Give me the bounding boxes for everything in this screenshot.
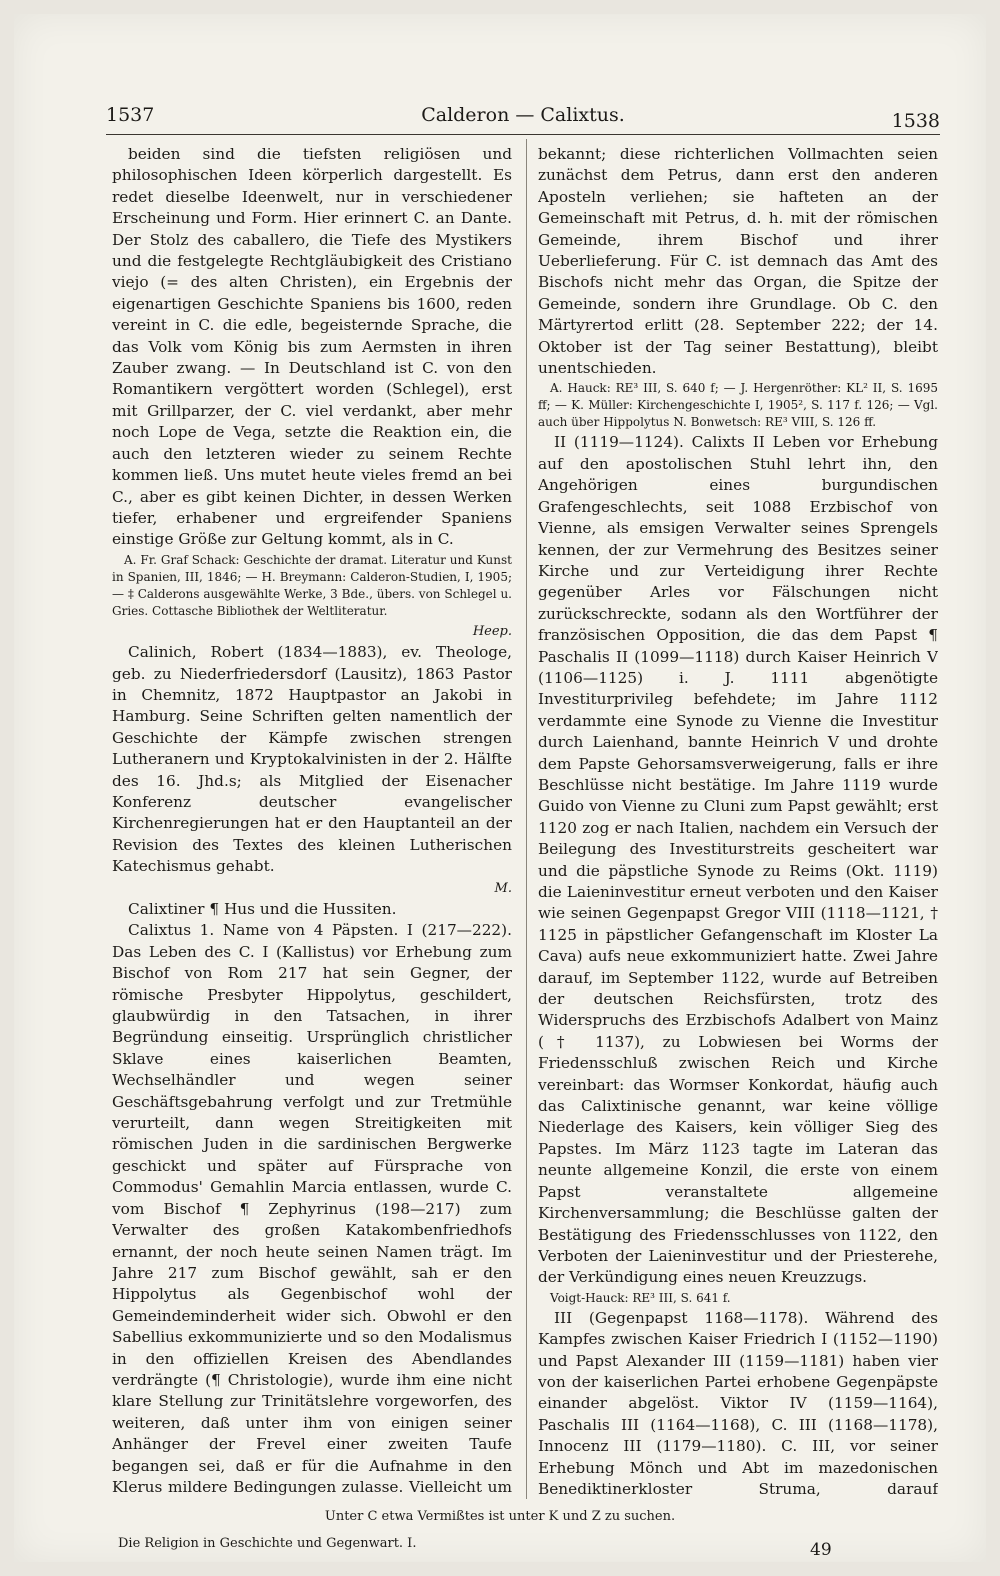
entry-calinich: Calinich, Robert (1834—1883), ev. Theologe, geb. zu Niederfriedersdorf (Lausitz), 1863 Pastor in Chemnitz, 1872 Hauptpastor an Jakobi in Hamburg. Seine Schriften gelten namentlich der Geschichte der Kämpfe zwischen strengen Lutheranern und Kryptokalvinisten in der 2. Hälfte des 16. Jhd.s; als Mitglied der Eisenacher Konferenz deutscher evangelischer Kirchenregierungen hat er den Hauptanteil an der Revision des Textes des kleinen Lutherischen Katechismus gehabt. [112, 643, 512, 876]
author-signature: Heep. [472, 623, 512, 639]
header-rule [106, 134, 940, 135]
column-divider [526, 139, 527, 1499]
bibliography: Voigt-Hauck: RE³ III, S. 641 f. [550, 1290, 731, 1305]
footer-source: Die Religion in Geschichte und Gegenwart. I. [118, 1536, 417, 1551]
running-title: Calderon — Calixtus. [421, 104, 625, 126]
running-header [106, 100, 940, 134]
page-sheet [14, 14, 986, 1562]
entry-calixtiner: Calixtiner ¶ Hus und die Hussiten. [128, 900, 397, 918]
author-signature-line [112, 621, 512, 642]
paragraph: bekannt; diese richterlichen Vollmachten seien zunächst dem Petrus, dann erst den anderen Aposteln verliehen; sie hafteten an der Gemeinschaft mit Petrus, d. h. mit der römischen Gemeinde, ihrem Bischof und ihrer Ueberlieferung. Für C. ist demnach das Amt des Bischofs nicht mehr das Organ, die Spitze der Gemeinde, sondern ihre Grundlage. Ob C. den Märtyrertod erlitt (28. September 222; der 14. Oktober ist der Tag seiner Bestattung), bleibt unentschieden. [538, 145, 938, 378]
sheet-number: 49 [810, 1540, 832, 1560]
left-column [112, 144, 512, 1498]
entry-calixtus-ii: II (1119—1124). Calixts II Leben vor Erhebung auf den apostolischen Stuhl lehrt ihn, den Angehörigen eines burgundischen Grafengeschlechts, seit 1088 Erzbischof von Vienne, als emsigen Verwalter seines Sprengels kennen, der zur Vermehrung des Besitzes seiner Kirche und zur Verteidigung ihrer Rechte gegenüber Arles vor Fälschungen nicht zurückschreckte, sodann als den Wortführer der französischen Opposition, die das dem Papst ¶ Paschalis II (1099—1118) durch Kaiser Heinrich V (1106—1125) i. J. 1111 abgenötigte Investiturprivileg befehdete; im Jahre 1112 verdammte eine Synode zu Vienne die Investitur durch Laienhand, bannte Heinrich V und drohte dem Papste Gehorsamsverweigerung, falls er ihre Beschlüsse nicht bestätige. Im Jahre 1119 wurde Guido von Vienne zu Cluni zum Papst gewählt; erst 1120 zog er nach Italien, nachdem ein Versuch der Beilegung des Investiturstreits gescheitert war und die päpstliche Synode zu Reims (Okt. 1119) die Laieninvestitur erneut verboten und den Kaiser wie seinen Gegenpapst Gregor VIII (1118—1121, † 1125 in päpstlicher Gefangenschaft im Kloster La Cava) aufs neue exkommuniziert hatte. Zwei Jahre darauf, im September 1122, wurde auf Betreiben der deutschen Reichsfürsten, trotz des Widerspruchs des Erzbischofs Adalbert von Mainz († 1137), zu Lobwiesen bei Worms der Friedensschluß zwischen Reich und Kirche vereinbart: das Wormser Konkordat, häufig auch das Calixtinische genannt, war keine völlige Niederlage des Kaisers, kein völliger Sieg des Papstes. Im März 1123 tagte im Lateran das neunte allgemeine Konzil, die erste von einem Papst veranstaltete allgemeine Kirchenversammlung; die Beschlüsse galten der Bestätigung des Friedensschlusses von 1122, den Verboten der Laieninvestitur und der Priesterehe, der Verkündigung eines neuen Kreuzzugs. [538, 433, 938, 1287]
author-signature: M. [494, 880, 512, 896]
right-column [538, 144, 938, 1498]
entry-calixtus-iii: III (Gegenpapst 1168—1178). Während des Kampfes zwischen Kaiser Friedrich I (1152—1190) und Papst Alexander III (1159—1181) haben vier von der kaiserlichen Partei erhobene Gegenpäpste einander abgelöst. Viktor IV (1159—1164), Paschalis III (1164—1168), C. III (1168—1178), Innocenz III (1179—1180). C. III, vor seiner Erhebung Mönch und Abt im mazedonischen Benediktinerkloster Struma, darauf [538, 1308, 938, 1498]
entry-calixtus: Calixtus 1. Name von 4 Päpsten. I (217—222). Das Leben des C. I (Kallistus) vor Erhebung zum Bischof von Rom 217 hat sein Gegner, der römische Presbyter Hippolytus, geschildert, glaubwürdig in den Tatsachen, in ihrer Begründung einseitig. Ursprünglich christlicher Sklave eines kaiserlichen Beamten, Wechselhändler und wegen seiner Geschäftsgebahrung verfolgt und zur Tretmühle verurteilt, dann wegen Streitigkeiten mit römischen Juden in die sardinischen Bergwerke geschickt und später auf Fürsprache von Commodus' Gemahlin Marcia entlassen, wurde C. vom Bischof ¶ Zephyrinus (198—217) zum Verwalter des großen Katakombenfriedhofs ernannt, der noch heute seinen Namen trägt. Im Jahre 217 zum Bischof gewählt, sah er den Hippolytus als Gegenbischof wohl der Gemeindeminderheit wider sich. Obwohl er den Sabellius exkommunizierte und so den Modalismus in den offiziellen Kreisen des Abendlandes verdrängte (¶ Christologie), wurde ihm eine nicht klare Stellung zur Trinitätslehre vorgeworfen, des weiteren, daß unter ihm von einigen seiner Anhänger der Frevel einer zweiten Taufe begangen sei, daß er für die Aufnahme in den Klerus mildere Bedingungen zulasse. Vielleicht um [112, 921, 512, 1496]
bibliography: A. Fr. Graf Schack: Geschichte der dramat. Literatur und Kunst in Spanien, III, 1846; — H. Breymann: Calderon-Studien, I, 1905; — ‡ Calderons ausgewählte Werke, 3 Bde., übers. von Schlegel u. Gries. Cottasche Bibliothek der Weltliteratur. [112, 552, 512, 618]
page-number-right: 1538 [891, 110, 940, 132]
author-signature-line [112, 878, 512, 899]
footer-note: Unter C etwa Vermißtes ist unter K und Z zu suchen. [324, 1509, 676, 1524]
bibliography: A. Hauck: RE³ III, S. 640 f; — J. Hergenröther: KL² II, S. 1695 ff; — K. Müller: Kirchengeschichte I, 1905², S. 117 f. 126; — Vgl. auch über Hippolytus N. Bonwetsch: RE³ VIII, S. 126 ff. [538, 381, 938, 430]
page-number-left: 1537 [106, 104, 155, 126]
paragraph: beiden sind die tiefsten religiösen und philosophischen Ideen körperlich dargestellt. Es redet dieselbe Ideenwelt, nur in verschiedener Erscheinung und Form. Hier erinnert C. an Dante. Der Stolz des caballero, die Tiefe des Mystikers und die festgelegte Rechtgläubigkeit des Cristiano viejo (= des alten Christen), ein Ergebnis der eigenartigen Geschichte Spaniens bis 1600, reden vereint in C. die edle, begeisternde Sprache, die das Volk vom König bis zum Aermsten in ihren Zauber zwang. — In Deutschland ist C. von den Romantikern vergöttert worden (Schlegel), erst mit Grillparzer, der C. viel verdankt, aber mehr noch Lope de Vega, setzte die Reaktion ein, die auch den letzteren wieder zu seinem Rechte kommen ließ. Uns mutet heute vieles fremd an bei C., aber es gibt keinen Dichter, in dessen Werken tiefer, erhabener und ergreifender Spaniens einstige Größe zur Geltung kommt, als in C. [112, 145, 512, 549]
